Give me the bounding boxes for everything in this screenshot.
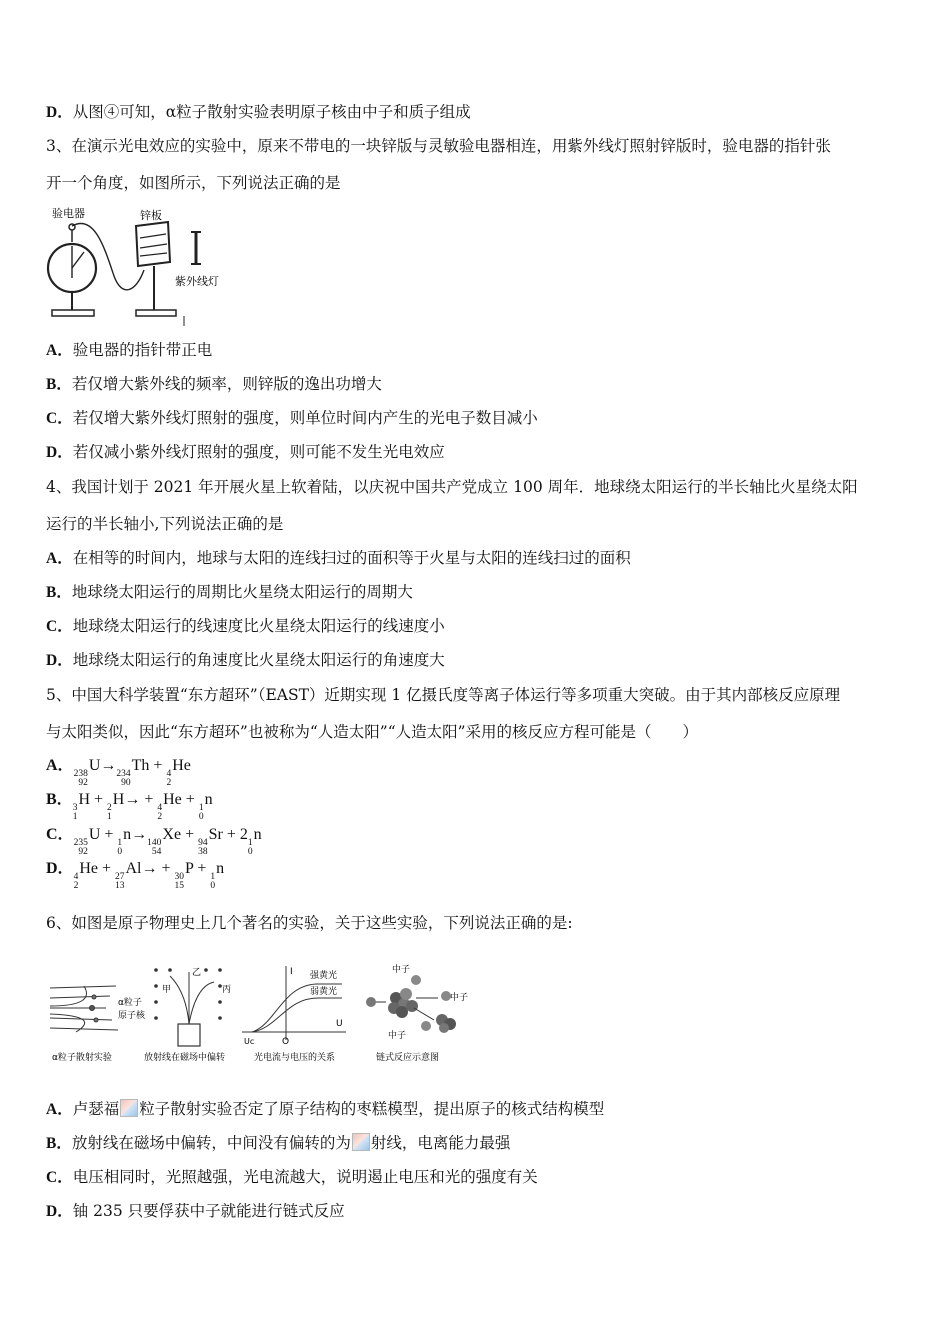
option-text: 电压相同时，光照越强，光电流越大，说明遏止电压和光的强度有关	[72, 1168, 538, 1186]
isotope-numbers	[74, 770, 88, 788]
caption-alpha-scattering: α粒子散射实验	[52, 1053, 112, 1063]
equation-operator: →	[100, 757, 117, 774]
atomic-number: 38	[198, 847, 208, 857]
mass-number: 27	[115, 872, 125, 882]
q4-option-a	[46, 548, 631, 569]
element-symbol: He	[79, 860, 98, 877]
option-text-after: 射线，电离能力最强	[370, 1134, 511, 1152]
mass-number: 238	[73, 769, 88, 779]
equation-operator: +	[181, 791, 199, 808]
option-text: 若仅增大紫外线灯照射的强度，则单位时间内产生的光电子数目减小	[72, 409, 538, 427]
isotope-numbers	[117, 839, 122, 857]
nuclear-equation	[73, 826, 262, 857]
atomic-number: 92	[78, 847, 88, 857]
broken-image-icon	[120, 1099, 138, 1117]
caption-chain-reaction: 链式反应示意图	[376, 1053, 440, 1063]
label-nucleus: 原子核	[118, 1011, 146, 1021]
atomic-number: 1	[107, 812, 112, 822]
mass-number: 3	[72, 803, 78, 813]
axis-i-label: I	[290, 967, 293, 977]
mass-number: 1	[210, 872, 216, 882]
mass-number: 94	[198, 838, 208, 848]
atomic-experiments-figure	[46, 962, 486, 1066]
option-text: 地球绕太阳运行的周期比火星绕太阳运行的周期大	[71, 583, 413, 601]
option-text: 地球绕太阳运行的角速度比火星绕太阳运行的角速度大	[72, 651, 445, 669]
atomic-number: 54	[151, 847, 162, 857]
option-text-before: 卢瑟福	[72, 1100, 120, 1118]
option-letter: D．	[46, 1203, 73, 1220]
equation-operator: +	[100, 826, 118, 843]
q4-option-d	[46, 650, 445, 671]
q3-option-c	[46, 408, 538, 429]
q3-option-d	[46, 442, 445, 463]
atomic-number: 1	[72, 812, 78, 822]
mass-number: 1	[117, 838, 123, 848]
element-symbol: Xe	[162, 826, 182, 843]
option-text-before: 放射线在磁场中偏转，中间没有偏转的为	[71, 1134, 351, 1152]
mass-number: 4	[73, 872, 79, 882]
q5-stem-line1: 5、中国大科学装置“东方超环”（EAST）近期实现 1 亿摄氏度等离子体运行等多项重大突破。由于其内部核反应原理	[46, 686, 841, 704]
panel-magnetic-field	[155, 969, 222, 1046]
axis-u-label: U	[336, 1019, 343, 1029]
isotope-numbers	[107, 804, 112, 822]
equation-operator: → +	[124, 791, 158, 808]
mass-number: 30	[174, 872, 185, 882]
atomic-number: 2	[166, 778, 172, 788]
element-symbol: Th	[131, 757, 150, 774]
option-text: 若仅减小紫外线灯照射的强度，则可能不发生光电效应	[72, 443, 445, 461]
q4-stem-line2: 运行的半长轴小,下列说法正确的是	[46, 515, 284, 533]
panel-chain-reaction	[366, 975, 456, 1033]
q4-option-c	[46, 616, 445, 637]
element-symbol: n	[253, 826, 262, 843]
element-symbol: Sr	[208, 826, 223, 843]
q5-option-b	[46, 790, 213, 822]
q6-option-a	[46, 1099, 604, 1120]
mass-number: 1	[198, 803, 204, 813]
element-symbol: P	[185, 860, 194, 877]
option-letter: D．	[46, 652, 73, 669]
option-letter: C．	[46, 1169, 73, 1186]
option-letter: C．	[46, 618, 73, 635]
option-letter: A．	[46, 1101, 73, 1118]
nuclear-equation	[73, 757, 191, 788]
option-text: 铀 235 只要俘获中子就能进行链式反应	[72, 1202, 345, 1220]
option-letter: C．	[46, 826, 74, 843]
caption-photocurrent: 光电流与电压的关系	[254, 1053, 336, 1063]
label-neutron-bottom: 中子	[388, 1031, 407, 1041]
isotope-numbers	[116, 770, 130, 788]
q3-option-b	[46, 374, 382, 395]
isotope-numbers	[147, 839, 161, 857]
q3-stem-line2: 开一个角度，如图所示，下列说法正确的是	[46, 174, 341, 192]
atomic-number: 13	[115, 881, 125, 891]
element-symbol: H	[78, 791, 90, 808]
option-letter: B．	[46, 1135, 72, 1152]
equation-operator: +	[181, 826, 199, 843]
q2-option-d	[46, 102, 471, 123]
label-neutron-right: 中子	[450, 993, 469, 1003]
mass-number: 2	[107, 803, 112, 813]
label-strong-yellow: 强黄光	[310, 971, 338, 981]
option-letter: B．	[46, 376, 72, 393]
atomic-number: 0	[198, 812, 204, 822]
atomic-number: 15	[174, 881, 185, 891]
option-letter: D．	[46, 104, 73, 121]
q4-stem-line1: 4、我国计划于 2021 年开展火星上软着陆，以庆祝中国共产党成立 100 周年．地球绕太阳运行的半长轴比火星绕太阳	[46, 478, 858, 496]
label-zinc-plate: 锌板	[140, 209, 162, 222]
option-letter: D．	[46, 444, 73, 461]
axis-uc-label: Uc	[244, 1037, 255, 1046]
option-text: 验电器的指针带正电	[72, 341, 213, 359]
equation-operator: +	[149, 757, 167, 774]
option-letter: A．	[46, 757, 74, 774]
element-symbol: H	[112, 791, 125, 808]
option-text: 从图④可知，α粒子散射实验表明原子核由中子和质子组成	[72, 103, 471, 121]
element-symbol: U	[88, 826, 101, 843]
q4-option-b	[46, 582, 413, 603]
option-letter: B．	[46, 791, 73, 808]
broken-image-icon	[352, 1133, 370, 1151]
equation-operator: →	[131, 826, 148, 843]
option-text: 若仅增大紫外线的频率，则锌版的逸出功增大	[71, 375, 382, 393]
label-uv-lamp: 紫外线灯	[175, 275, 219, 288]
mass-number: 140	[147, 838, 162, 848]
isotope-numbers	[166, 770, 171, 788]
isotope-numbers	[248, 839, 253, 857]
element-symbol: n	[123, 826, 132, 843]
q6-option-b	[46, 1133, 510, 1154]
atomic-number: 90	[121, 778, 131, 788]
isotope-numbers	[74, 873, 79, 891]
option-letter: B．	[46, 584, 72, 601]
label-bing: 丙	[222, 985, 232, 995]
q6-option-d	[46, 1201, 345, 1222]
atomic-number: 2	[73, 881, 79, 891]
element-symbol: n	[204, 791, 213, 808]
q6-stem: 6、如图是原子物理史上几个著名的实验，关于这些实验，下列说法正确的是:	[46, 914, 573, 932]
equation-operator: +	[97, 860, 115, 877]
isotope-numbers	[199, 804, 204, 822]
experiments-diagram	[46, 962, 486, 1066]
label-yi: 乙	[192, 968, 202, 978]
mass-number: 4	[157, 803, 163, 813]
option-text: 在相等的时间内，地球与太阳的连线扫过的面积等于火星与太阳的连线扫过的面积	[72, 549, 631, 567]
q5-option-a	[46, 756, 191, 788]
atomic-number: 0	[117, 847, 123, 857]
option-letter: C．	[46, 410, 73, 427]
option-letter: D．	[46, 860, 74, 877]
label-neutron-top: 中子	[392, 965, 411, 975]
electroscope-diagram	[44, 206, 234, 326]
element-symbol: He	[172, 757, 191, 774]
element-symbol: He	[163, 791, 182, 808]
label-weak-yellow: 弱黄光	[310, 987, 338, 997]
isotope-numbers	[74, 839, 88, 857]
label-alpha-particle: α粒子	[118, 998, 142, 1008]
label-electroscope: 验电器	[52, 207, 85, 220]
q3-option-a	[46, 340, 212, 361]
nuclear-equation	[72, 791, 213, 822]
atomic-number: 92	[78, 778, 88, 788]
atomic-number: 0	[210, 881, 216, 891]
panel-alpha-scattering	[50, 986, 118, 1032]
isotope-numbers	[157, 804, 162, 822]
equation-operator: +	[193, 860, 211, 877]
electroscope-figure	[44, 206, 234, 326]
option-letter: A．	[46, 342, 73, 359]
option-letter: A．	[46, 550, 73, 567]
mass-number: 234	[116, 769, 131, 779]
atomic-number: 0	[247, 847, 253, 857]
equation-operator: +	[90, 791, 108, 808]
q3-stem-line1: 3、在演示光电效应的实验中，原来不带电的一块锌版与灵敏验电器相连，用紫外线灯照射锌版时，验电器的指针张	[46, 137, 831, 155]
element-symbol: n	[216, 860, 225, 877]
element-symbol: U	[88, 757, 101, 774]
nuclear-equation	[73, 860, 225, 891]
isotope-numbers	[198, 839, 208, 857]
isotope-numbers	[210, 873, 215, 891]
atomic-number: 2	[157, 812, 163, 822]
element-symbol: Al	[125, 860, 142, 877]
mass-number: 1	[247, 838, 253, 848]
isotope-numbers	[115, 873, 125, 891]
isotope-numbers	[73, 804, 78, 822]
axis-origin-label: O	[282, 1037, 290, 1047]
q5-option-c	[46, 825, 262, 857]
mass-number: 235	[73, 838, 88, 848]
caption-magnetic-field: 放射线在磁场中偏转	[144, 1053, 226, 1063]
q6-option-c	[46, 1167, 538, 1188]
option-text-after: 粒子散射实验否定了原子结构的枣糕模型，提出原子的核式结构模型	[139, 1100, 605, 1118]
mass-number: 4	[166, 769, 172, 779]
q5-option-d	[46, 859, 224, 891]
equation-operator: → +	[141, 860, 175, 877]
isotope-numbers	[175, 873, 185, 891]
option-text: 地球绕太阳运行的线速度比火星绕太阳运行的线速度小	[72, 617, 445, 635]
equation-operator: + 2	[222, 826, 248, 843]
label-jia: 甲	[162, 985, 172, 995]
q5-stem-line2: 与太阳类似，因此“东方超环”也被称为“人造太阳”“人造太阳”采用的核反应方程可能是（ ）	[46, 723, 699, 741]
